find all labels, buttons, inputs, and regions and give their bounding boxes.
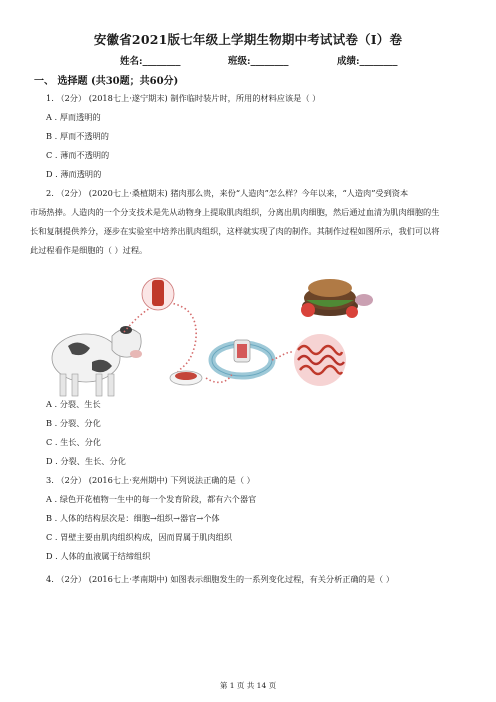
question-2-option-c: C . 生长、分化 <box>46 437 102 447</box>
petri-dish-image <box>170 371 202 385</box>
question-3-option-c: C . 胃壁主要由肌肉组织构成，因而胃属于肌肉组织 <box>46 532 233 542</box>
question-1-option-a: A . 厚而透明的 <box>46 112 101 122</box>
question-2-line-2: 市场热捧。人造肉的一个分支技术是先从动物身上提取肌肉组织，分离出肌肉细胞，然后通过血清为肌肉细胞的生 <box>30 207 440 217</box>
question-2-option-d: D . 分裂、生长、分化 <box>46 456 126 466</box>
question-3-option-d: D . 人体的血液属于结缔组织 <box>46 551 151 561</box>
question-1-option-d: D . 薄而透明的 <box>46 169 102 179</box>
burger-image <box>301 279 373 318</box>
question-2-option-b: B . 分裂、分化 <box>46 418 101 428</box>
section-heading: 一、 选择题 (共30题；共60分) <box>34 76 179 87</box>
score-field: 成绩:________ <box>337 56 398 67</box>
page-footer: 第 1 页 共 14 页 <box>219 681 277 690</box>
question-2-line-4: 此过程看作是细胞的（ ）过程。 <box>30 245 148 255</box>
question-2-line-1: 2. （2分） (2020七上·桑植期末) 猪肉那么贵，来份“人造肉”怎么样？今年以来，“人造肉”受到资本 <box>46 188 409 198</box>
cow-image <box>52 326 142 396</box>
question-2-line-3: 长和复制提供养分，逐步在实验室中培养出肌肉组织，这样就实现了肉的制作。其制作过程如图所示，我们可以将 <box>30 226 440 236</box>
name-field: 姓名:________ <box>120 56 181 67</box>
bioreactor-image <box>212 340 272 376</box>
question-1-stem: 1. （2分） (2018七上·遂宁期末) 制作临时装片时，所用的材料应该是（ ） <box>46 93 321 103</box>
class-field: 班级:________ <box>228 56 289 67</box>
question-2-option-a: A . 分裂、生长 <box>46 399 101 409</box>
question-3-stem: 3. （2分） (2016七上·兖州期中) 下列说法正确的是（ ） <box>46 475 255 485</box>
question-3-option-b: B . 人体的结构层次是：细胞→组织→器官→个体 <box>46 513 220 523</box>
question-3-option-a: A . 绿色开花植物一生中的每一个发育阶段，都有六个器官 <box>46 494 257 504</box>
cultured-meat-illustration <box>46 266 382 400</box>
question-1-option-c: C . 薄而不透明的 <box>46 150 110 160</box>
question-1-option-b: B . 厚而不透明的 <box>46 131 109 141</box>
exam-title: 安徽省2021版七年级上学期生物期中考试试卷（I）卷 <box>93 32 403 47</box>
muscle-fiber-image <box>294 334 346 386</box>
question-4-stem: 4. （2分） (2016七上·孝南期中) 如图表示细胞发生的一系列变化过程，有关分析正确的是（ ） <box>46 574 395 584</box>
